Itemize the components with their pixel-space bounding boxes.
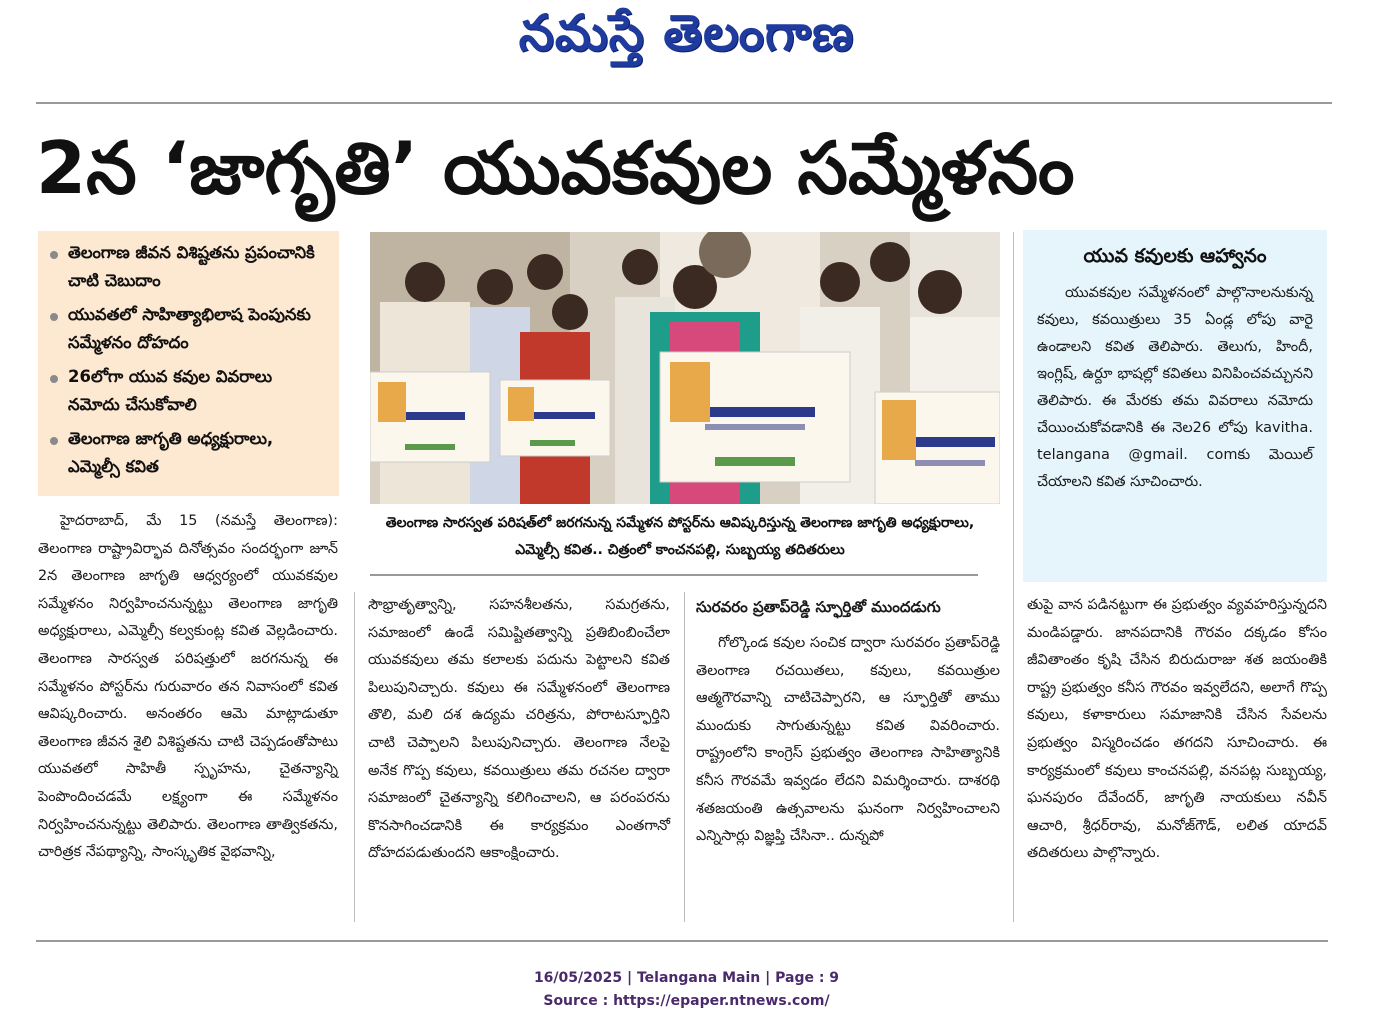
column-divider — [684, 592, 685, 922]
newspaper-masthead: నమస్తే తెలంగాణ — [518, 4, 855, 62]
masthead-divider — [36, 102, 1332, 104]
article-column-2: సౌభ్రాతృత్వాన్ని, సహనశీలతను, సమగ్రతను, సమాజంలో ఉండే సమిష్టితత్వాన్ని ప్రతిబింబించేలా యువకవులు తమ కలాలకు పదును పెట్టాలని కవిత పిలుపునిచ్చారు. కవులు ఈ సమ్మేళనంలో తెలంగాణ తొలి, మలి దశ ఉద్యమ చరిత్రను, పోరాటస్ఫూర్తిని చాటి చెప్పాలని పిలుపునిచ్చారు. తెలంగాణ నేలపై అనేక గొప్ప కవులు, కవయిత్రులు తమ రచనల ద్వారా సమాజంలో చైతన్యాన్ని కలిగించాలని, ఆ పరంపరను కొనసాగించడానికి ఈ కార్యక్రమం ఎంతగానో దోహదపడుతుందని ఆకాంక్షించారు. — [368, 597, 670, 862]
bullet-icon — [50, 375, 58, 383]
bullet-icon — [50, 251, 58, 259]
news-photo — [370, 232, 1000, 504]
sidebar-title: యువ కవులకు ఆహ్వానం — [1083, 245, 1267, 267]
highlights-box — [38, 231, 339, 496]
article-column-1: హైదరాబాద్, మే 15 (నమస్తే తెలంగాణ): తెలంగాణ రాష్ట్రావిర్భావ దినోత్సవం సందర్భంగా జూన్ 2న తెలంగాణ జాగృతి ఆధ్వర్యంలో యువకవుల సమ్మేళనం నిర్వహించనున్నట్టు తెలంగాణ జాగృతి అధ్యక్షురాలు, ఎమ్మెల్సీ కల్వకుంట్ల కవిత వెల్లడించారు. తెలంగాణ సారస్వత పరిషత్తులో జరగనున్న ఈ సమ్మేళనం పోస్టర్‌ను గురువారం తన నివాసంలో కవిత ఆవిష్కరించారు. అనంతరం ఆమె మాట్లాడుతూ తెలంగాణ జీవన శైలి విశిష్టతను చాటి చెప్పడంతోపాటు యువతలో సాహితీ స్పృహను, చైతన్యాన్ని పెంపొందించడమే లక్ష్యంగా ఈ సమ్మేళనం నిర్వహించనున్నట్టు తెలిపారు. తెలంగాణ తాత్వికతను, చారిత్రక నేపథ్యాన్ని, సాంస్కృతిక వైభవాన్ని, — [38, 513, 338, 861]
highlight-text: 26లోగా యువ కవుల వివరాలు నమోదు చేసుకోవాలి — [68, 367, 273, 414]
photo-illustration — [370, 232, 1000, 504]
highlight-text: తెలంగాణ జాగృతి అధ్యక్షురాలు, ఎమ్మెల్సీ కవిత — [68, 429, 274, 476]
highlight-item — [50, 239, 329, 295]
column-subheading: సురవరం ప్రతాప్‌రెడ్డి స్ఫూర్తితో ముందడుగు — [696, 598, 941, 616]
invitation-sidebar — [1023, 230, 1327, 582]
column-divider — [1013, 232, 1014, 922]
highlight-item — [50, 425, 329, 481]
highlight-text: తెలంగాణ జీవన విశిష్టతను ప్రపంచానికి చాటి చెబుదాం — [68, 243, 315, 290]
bullet-icon — [50, 313, 58, 321]
caption-divider — [370, 574, 978, 576]
page-bottom-divider — [36, 940, 1328, 942]
highlight-item — [50, 363, 329, 419]
edition-info: 16/05/2025 | Telangana Main | Page : 9 — [533, 970, 840, 986]
photo-caption: తెలంగాణ సారస్వత పరిషత్‌లో జరగనున్న సమ్మేళన పోస్టర్‌ను ఆవిష్కరిస్తున్న తెలంగాణ జాగృతి అధ్యక్షురాలు, ఎమ్మెల్సీ కవిత.. చిత్రంలో కాంచనపల్లి, సుబ్బయ్య తదితరులు — [385, 515, 975, 558]
highlight-item — [50, 301, 329, 357]
highlight-text: యువతలో సాహిత్యాభిలాష పెంపునకు సమ్మేళనం దోహదం — [68, 305, 311, 352]
sidebar-body: యువకవుల సమ్మేళనంలో పాల్గొనాలనుకున్న కవులు, కవయిత్రులు 35 ఏండ్ల లోపు వారై ఉండాలని కవిత తెలిపారు. తెలుగు, హిందీ, ఇంగ్లిష్, ఉర్దూ భాషల్లో కవితలు వినిపించవచ్చునని తెలిపారు. ఈ మేరకు తమ వివరాలు నమోదు చేయించుకోవడానికి ఈ నెల26 లోపు kavitha. telangana @gmail. comకు మెయిల్ చేయాలని కవిత సూచించారు. — [1037, 285, 1313, 490]
article-column-4: తుపై వాన పడినట్టుగా ఈ ప్రభుత్వం వ్యవహరిస్తున్నదని మండిపడ్డారు. జానపదానికి గౌరవం దక్కడం కోసం జీవితాంతం కృషి చేసిన బిరుదురాజు శత జయంతికి రాష్ట్ర ప్రభుత్వం కనీస గౌరవం ఇవ్వలేదని, అలాగే గొప్ప కవులు, కళాకారులు సమాజానికి చేసిన సేవలను ప్రభుత్వం విస్మరించడం తగదని సూచించారు. ఈ కార్యక్రమంలో కవులు కాంచనపల్లి, వనపట్ల సుబ్బయ్య, ఘనపురం దేవేందర్, జాగృతి నాయకులు నవీన్ ఆచారి, శ్రీధర్‌రావు, మనోజ్‌గౌడ్, లలిత యాదవ్ తదితరులు పాల్గొన్నారు. — [1027, 597, 1327, 862]
source-link[interactable]: Source : https://epaper.ntnews.com/ — [543, 993, 830, 1009]
column-divider — [354, 592, 355, 922]
article-headline: 2న ‘జాగృతి’ యువకవుల సమ్మేళనం — [36, 126, 1075, 210]
column-3-text: గోల్కొండ కవుల సంచిక ద్వారా సురవరం ప్రతాప్‌రెడ్డి తెలంగాణ రచయితలు, కవులు, కవయిత్రుల ఆత్మగౌరవాన్ని చాటిచెప్పారని, ఆ స్ఫూర్తితో తాము ముందుకు సాగుతున్నట్టు కవిత వివరించారు. రాష్ట్రంలోని కాంగ్రెస్ ప్రభుత్వం తెలంగాణ సాహిత్యానికి కనీస గౌరవమే ఇవ్వడం లేదని విమర్శించారు. దాశరథి శతజయంతి ఉత్సవాలను ఘనంగా నిర్వహించాలని ఎన్నిసార్లు విజ్ఞప్తి చేసినా.. దున్నపో — [696, 635, 1000, 845]
article-column-3 — [696, 592, 1000, 851]
bullet-icon — [50, 437, 58, 445]
